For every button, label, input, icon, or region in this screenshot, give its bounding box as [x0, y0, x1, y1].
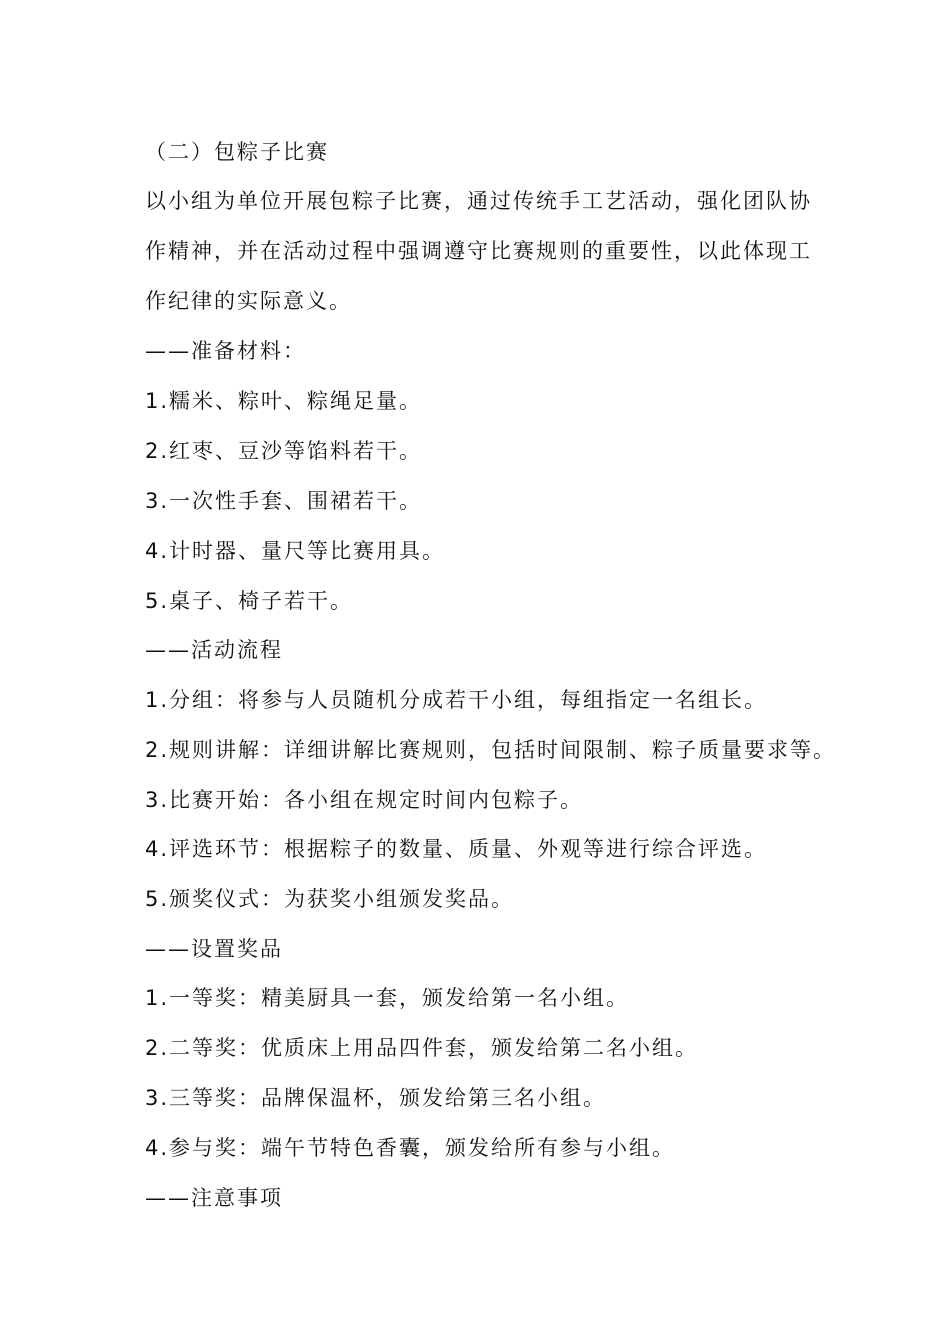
prizes-item: 2.二等奖：优质床上用品四件套，颁发给第二名小组。	[145, 1036, 699, 1060]
prizes-item: 1.一等奖：精美厨具一套，颁发给第一名小组。	[145, 986, 630, 1010]
materials-item: 4.计时器、量尺等比赛用具。	[145, 539, 446, 563]
process-item: 2.规则讲解：详细讲解比赛规则，包括时间限制、粽子质量要求等。	[145, 738, 837, 762]
intro-line-1: 以小组为单位开展包粽子比赛，通过传统手工艺活动，强化团队协	[145, 189, 812, 213]
prizes-item: 3.三等奖：品牌保温杯，颁发给第三名小组。	[145, 1086, 607, 1110]
process-heading: ——活动流程	[145, 638, 283, 662]
notes-heading: ——注意事项	[145, 1186, 283, 1210]
materials-item: 2.红枣、豆沙等馅料若干。	[145, 439, 423, 463]
process-item: 4.评选环节：根据粽子的数量、质量、外观等进行综合评选。	[145, 837, 768, 861]
section-title: （二）包粽子比赛	[145, 140, 329, 164]
intro-line-2: 作精神，并在活动过程中强调遵守比赛规则的重要性，以此体现工	[145, 239, 812, 263]
materials-heading: ——准备材料：	[145, 339, 306, 363]
materials-item: 3.一次性手套、围裙若干。	[145, 489, 423, 513]
materials-item: 5.桌子、椅子若干。	[145, 589, 354, 613]
prizes-item: 4.参与奖：端午节特色香囊，颁发给所有参与小组。	[145, 1136, 676, 1160]
prizes-heading: ——设置奖品	[145, 937, 283, 961]
intro-line-3: 作纪律的实际意义。	[145, 289, 352, 313]
materials-item: 1.糯米、粽叶、粽绳足量。	[145, 389, 423, 413]
process-item: 3.比赛开始：各小组在规定时间内包粽子。	[145, 788, 584, 812]
process-item: 5.颁奖仪式：为获奖小组颁发奖品。	[145, 887, 515, 911]
process-item: 1.分组：将参与人员随机分成若干小组，每组指定一名组长。	[145, 688, 768, 712]
